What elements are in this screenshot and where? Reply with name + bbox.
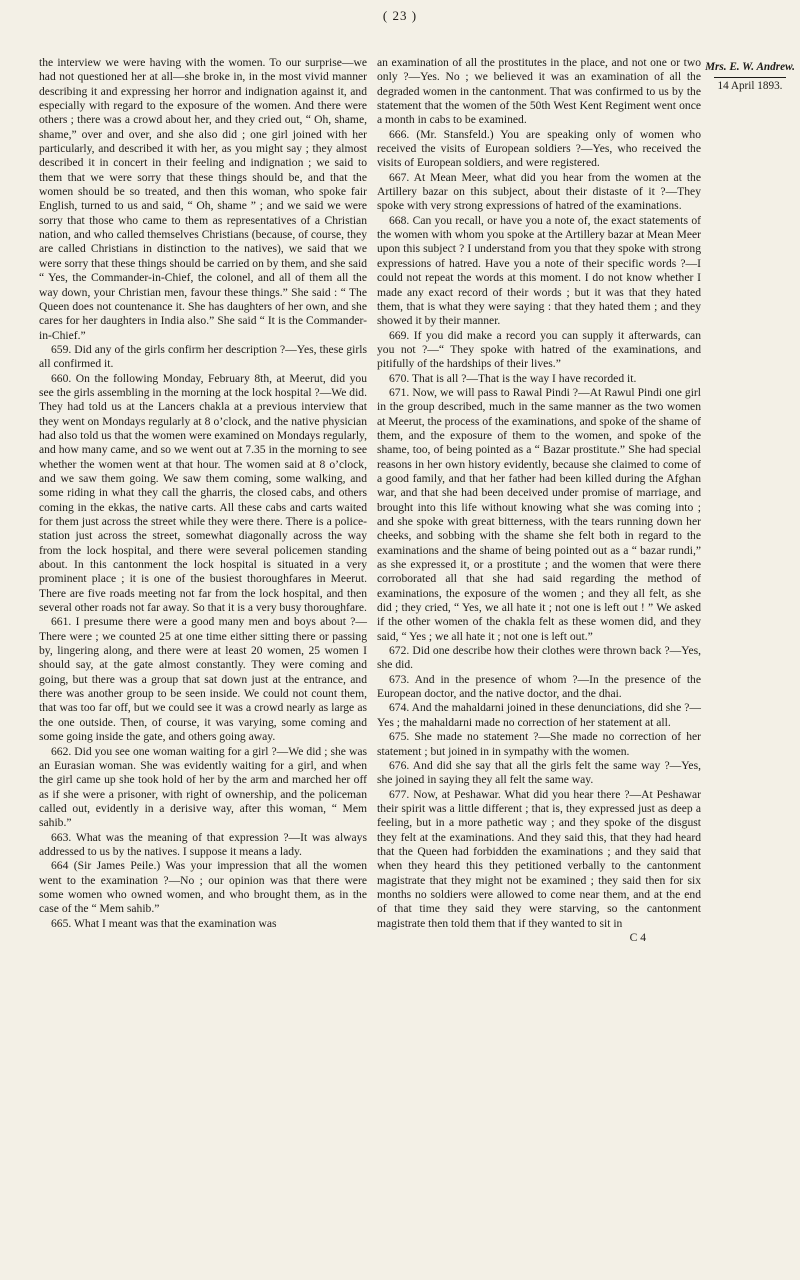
paragraph: 675. She made no statement ?—She made no correction of her statement ; but joined in in sympathy with the women. xyxy=(377,730,701,758)
paragraph: 672. Did one describe how their clothes were thrown back ?—Yes, she did. xyxy=(377,644,701,672)
witness-name: Mrs. E. W. Andrew. xyxy=(705,61,795,73)
paragraph: 671. Now, we will pass to Rawal Pindi ?—At Rawul Pindi one girl in the group described, much in the same manner as the two women at Meerut, the process of the examinations, and spoke of the shame of them, and the exposure of them to the women, and spoke of the shame, too, of being pointed as a “ Bazar prostitute.” She had special reasons in her own history evidently, because she claimed to come of a good family, and that her father had been killed during the Afghan war, and that she had been deceived under promise of marriage, and brought into this life without knowing what she was coming into ; and she spoke with great bitterness, with the tears running down her cheeks, and sobbing with the shame she felt both in regard to the examinations and the shame of being pointed out as a “ bazar rundi,” as she expressed it, or a prostitute ; and the women that were there corroborated all that she had said regarding the method of examinations, the exposure of the women ; and they all felt, as she did ; they cried, “ Yes, we all hate it ; not one is left out ! ” We asked if the other women of the chakla felt as these women did, and they said, “ Yes ; we all hate it ; not one is left out.” xyxy=(377,385,701,643)
paragraph: 663. What was the meaning of that expression ?—It was always addressed to us by the natives. I suppose it means a lady. xyxy=(39,830,367,858)
paragraph: 676. And did she say that all the girls felt the same way ?—Yes, she joined in saying they all felt the same way. xyxy=(377,758,701,787)
paragraph: 673. And in the presence of whom ?—In the presence of the European doctor, and the native doctor, and the dhai. xyxy=(377,672,701,701)
paragraph: 666. (Mr. Stansfeld.) You are speaking only of women who received the visits of European soldiers ?—Yes, who received the visits of European soldiers, and were registered. xyxy=(377,127,701,170)
paragraph: 677. Now, at Peshawar. What did you hear there ?—At Peshawar their spirit was a little different ; that is, they expressed just as deep a feeling, but in a more pathetic way ; and they spoke of the disgust they felt at the examinations. And they said this, that they had heard that the Queen had forbidden the examinations ; and they said that when they heard this they petitioned verbally to the cantonment magistrate that they might not be examined ; they said then for six months no soldiers were allowed to come near them, and at the end of that time they said they were starving, so the cantonment magistrate then told them that if they wanted to sit in xyxy=(377,787,701,930)
right-column xyxy=(377,56,701,945)
page-number: ( 23 ) xyxy=(382,8,418,23)
left-column xyxy=(39,56,367,931)
paragraph: 667. At Mean Meer, what did you hear from the women at the Artillery bazar on this subject, about their distaste of it ?—They spoke with very strong expressions of hatred of the examinations. xyxy=(377,170,701,213)
paragraph: 660. On the following Monday, February 8th, at Meerut, did you see the girls assembling in the morning at the lock hospital ?—We did. They had told us at the Lancers chakla at a previous interview that they went on Mondays regularly at 8 o’clock, and the native physician had also told us that the women were examined on Mondays regularly, and how many came, and so we went out at 7.35 in the morning to see whether the women went at that hour. The women said at 8 o’clock, and we saw them going. We saw them coming, some walking, and some riding in what they call the gharris, the closed cabs, and others coming in the ekkas, the native carts. All these cabs and carts waited for them just across the street while they were there. There is a police-station just across the street, somewhat diagonally across the way from the lock hospital, and there were several policemen standing about. In this cantonment the lock hospital is situated in a very prominent place ; it is one of the busiest thoroughfares in Meerut. There are five roads meeting not far from the lock hospital, and then several other roads not far away. So that it is a very busy thoroughfare. xyxy=(39,371,367,615)
paragraph: 668. Can you recall, or have you a note of, the exact statements of the women with whom you spoke at the Artillery bazar at Mean Meer upon this subject ? I understand from you that they spoke with strong expressions of hatred. Have you a note of their specific words ?—I could not repeat the words at this moment. I do not know whether I made any exact record of their words ; but it was that they hated them, that is what they were saying : that they hated them ; and they showed it by their manner. xyxy=(377,213,701,328)
witness-date: 14 April 1893. xyxy=(714,77,786,93)
paragraph: 670. That is all ?—That is the way I have recorded it. xyxy=(389,371,637,385)
paragraph: an examination of all the prostitutes in the place, and not one or two only ?—Yes. No ; we believed it was an examination of all the degraded women in the cantonment. That was confirmed to us by the statement that the women of the 50th West Kent Regiment went once a month in cabs to be examined. xyxy=(377,56,701,127)
paragraph: 664 (Sir James Peile.) Was your impression that all the women went to the examination ?—No ; our opinion was that there were some women who owned women, and who brought them, as in the case of the “ Mem sahib.” xyxy=(39,859,367,916)
paragraph: 662. Did you see one woman waiting for a girl ?—We did ; she was an Eurasian woman. She was evidently waiting for a girl, and when the girl came up she took hold of her by the arm and marched her off as if she were a prisoner, with right of ownership, and the policeman called out, evidently in a derisive way, after this woman, “ Mem sahib.” xyxy=(39,744,367,830)
signature-mark: C 4 xyxy=(629,930,646,944)
paragraph: 674. And the mahaldarni joined in these denunciations, did she ?—Yes ; the mahaldarni made no correction of her statement at all. xyxy=(377,701,701,729)
paragraph: the interview we were having with the women. To our surprise—we had not questioned her at all—she broke in, in the most vivid manner describing it and expressing her horror and indignation against it, and especially with regard to the exposure of the women. And there were others ; there was a crowd about her, and they cried out, “ Oh, shame, shame,” over and over, and she also did ; one girl joined with her particularly, and described it with her, as you might say ; they almost described it in concert in their feeling and indignation ; we said to them that we were sorry that these things should be, and that the women should be so treated, and then this woman, who spoke fair English, turned to us and said, “ Oh, shame ” ; and we said we were sorry that those who came to them as representatives of a Christian nation, and who called themselves Christians (because, of course, they are called Christians in distinction to the natives), we said that we were sorry that these things should be carried on by them, and she said “ Yes, the Commander-in-Chief, the colonel, and all of them all the way down, your Christian men, favour these things.” She said : “ The Queen does not countenance it. She has daughters of her own, and she cares for her daughters in India also.” She said “ It is the Commander-in-Chief.” xyxy=(39,56,367,342)
paragraph: 659. Did any of the girls confirm her description ?—Yes, these girls all confirmed it. xyxy=(39,342,367,371)
paragraph: 661. I presume there were a good many men and boys about ?—There were ; we counted 25 at one time either sitting there or passing by, lingering along, and there were at least 20 women, 25 women I should say, at the gate almost constantly. They were coming and going, but there was a group that sat down just at the entrance, and there was another group to be seen inside. We could not count them, that was too far off, but we could see it was a crowd nearly as large as the one outside. Then, of course, it was varying, some coming and some going inside the gate, and others going away. xyxy=(39,615,367,744)
margin-note xyxy=(704,60,796,93)
paragraph: 669. If you did make a record you can supply it afterwards, can you not ?—“ They spoke with hatred of the examinations, and pitifully of the hardships of their lives.” xyxy=(377,328,701,371)
paragraph: 665. What I meant was that the examination was xyxy=(51,916,277,930)
